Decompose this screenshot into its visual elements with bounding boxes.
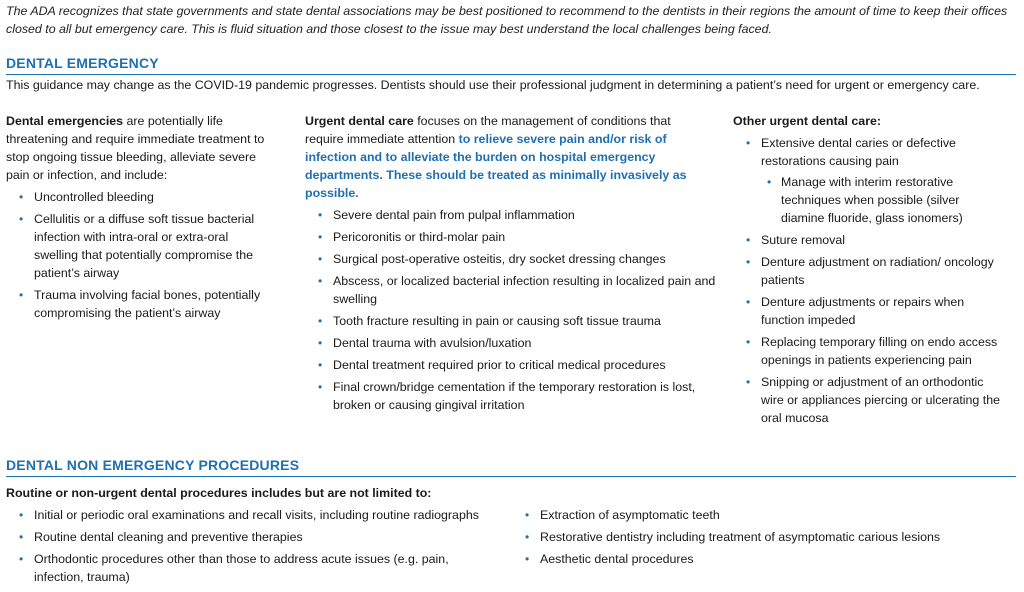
list-item: • Routine dental cleaning and preventive therapies bbox=[6, 528, 498, 546]
sub-list bbox=[761, 173, 1005, 227]
list-item: • Aesthetic dental procedures bbox=[512, 550, 1012, 568]
non-emergency-right-list bbox=[512, 506, 1012, 568]
list-item: • Trauma involving facial bones, potentially compromising the patient’s airway bbox=[6, 286, 274, 322]
emergencies-lead: Dental emergencies bbox=[6, 114, 124, 128]
guidance-text: This guidance may change as the COVID-19 pandemic progresses. Dentists should use their professional judgment in determining a patient’s need for urgent or emergency care. bbox=[6, 78, 980, 92]
emergencies-intro bbox=[6, 112, 274, 184]
other-urgent-list bbox=[733, 134, 1005, 427]
intro-paragraph: The ADA recognizes that state governments and state dental associations may be best positioned to recommend to the dentists in their regions the amount of time to keep their offices closed to all but emergency care. This is fluid situation and those closest to the issue may best understand the local challenges being faced. bbox=[6, 4, 1008, 36]
emergencies-list bbox=[6, 188, 274, 322]
other-urgent-column bbox=[733, 112, 1005, 427]
list-item: • Dental trauma with avulsion/luxation bbox=[305, 334, 717, 352]
list-item: • Orthodontic procedures other than those to address acute issues (e.g. pain, infection, trauma) bbox=[6, 550, 454, 586]
non-emergency-right-column bbox=[512, 506, 1012, 568]
list-item: • Uncontrolled bleeding bbox=[6, 188, 274, 206]
list-item: • Denture adjustments or repairs when function impeded bbox=[733, 293, 1005, 329]
list-item: • Suture removal bbox=[733, 231, 1005, 249]
list-item: • Pericoronitis or third-molar pain bbox=[305, 228, 717, 246]
non-emergency-lead: Routine or non-urgent dental procedures includes but are not limited to: bbox=[6, 486, 432, 500]
list-item: • Extraction of asymptomatic teeth bbox=[512, 506, 1012, 524]
urgent-care-column bbox=[305, 112, 717, 414]
sub-list-item: • Manage with interim restorative techniques when possible (silver diamine fluoride, glass ionomers) bbox=[761, 173, 1005, 227]
urgent-care-intro bbox=[305, 112, 700, 202]
non-emergency-heading: DENTAL NON EMERGENCY PROCEDURES bbox=[6, 456, 1016, 477]
urgent-care-list bbox=[305, 206, 717, 414]
list-item-text: Extensive dental caries or defective restorations causing pain bbox=[761, 136, 956, 168]
list-item: • Cellulitis or a diffuse soft tissue bacterial infection with intra-oral or extra-oral swelling that potentially compromise the patient’s airway bbox=[6, 210, 274, 282]
list-item: • Snipping or adjustment of an orthodontic wire or appliances piercing or ulcerating the oral mucosa bbox=[733, 373, 1005, 427]
urgent-care-lead: Urgent dental care bbox=[305, 114, 414, 128]
emergencies-text: are potentially life threatening and require immediate treatment to stop ongoing tissue bleeding, alleviate severe pain or infection, and include: bbox=[6, 114, 265, 182]
list-item: • Restorative dentistry including treatment of asymptomatic carious lesions bbox=[512, 528, 1012, 546]
non-emergency-left-list bbox=[6, 506, 498, 586]
list-item: • Replacing temporary filling on endo access openings in patients experiencing pain bbox=[733, 333, 1005, 369]
other-urgent-heading: Other urgent dental care: bbox=[733, 114, 882, 128]
non-emergency-left-column bbox=[6, 506, 498, 586]
urgent-care-highlight: to relieve severe pain and/or risk of infection and to alleviate the burden on hospital emergency departments. These should be treated as minimally invasively as possible. bbox=[305, 132, 687, 200]
list-item: • Final crown/bridge cementation if the temporary restoration is lost, broken or causing gingival irritation bbox=[305, 378, 717, 414]
list-item: • Denture adjustment on radiation/ oncology patients bbox=[733, 253, 1005, 289]
list-item: • Severe dental pain from pulpal inflammation bbox=[305, 206, 717, 224]
list-item: • Initial or periodic oral examinations and recall visits, including routine radiographs bbox=[6, 506, 498, 524]
list-item: • Dental treatment required prior to critical medical procedures bbox=[305, 356, 717, 374]
urgent-care-text: focuses on the management of conditions that require immediate attention bbox=[305, 114, 671, 146]
dental-emergency-heading: DENTAL EMERGENCY bbox=[6, 54, 1016, 75]
list-item: • Abscess, or localized bacterial infection resulting in localized pain and swelling bbox=[305, 272, 717, 308]
list-item: • Tooth fracture resulting in pain or causing soft tissue trauma bbox=[305, 312, 717, 330]
emergencies-column bbox=[6, 112, 274, 322]
list-item: • Surgical post-operative osteitis, dry socket dressing changes bbox=[305, 250, 717, 268]
list-item bbox=[733, 134, 1005, 227]
